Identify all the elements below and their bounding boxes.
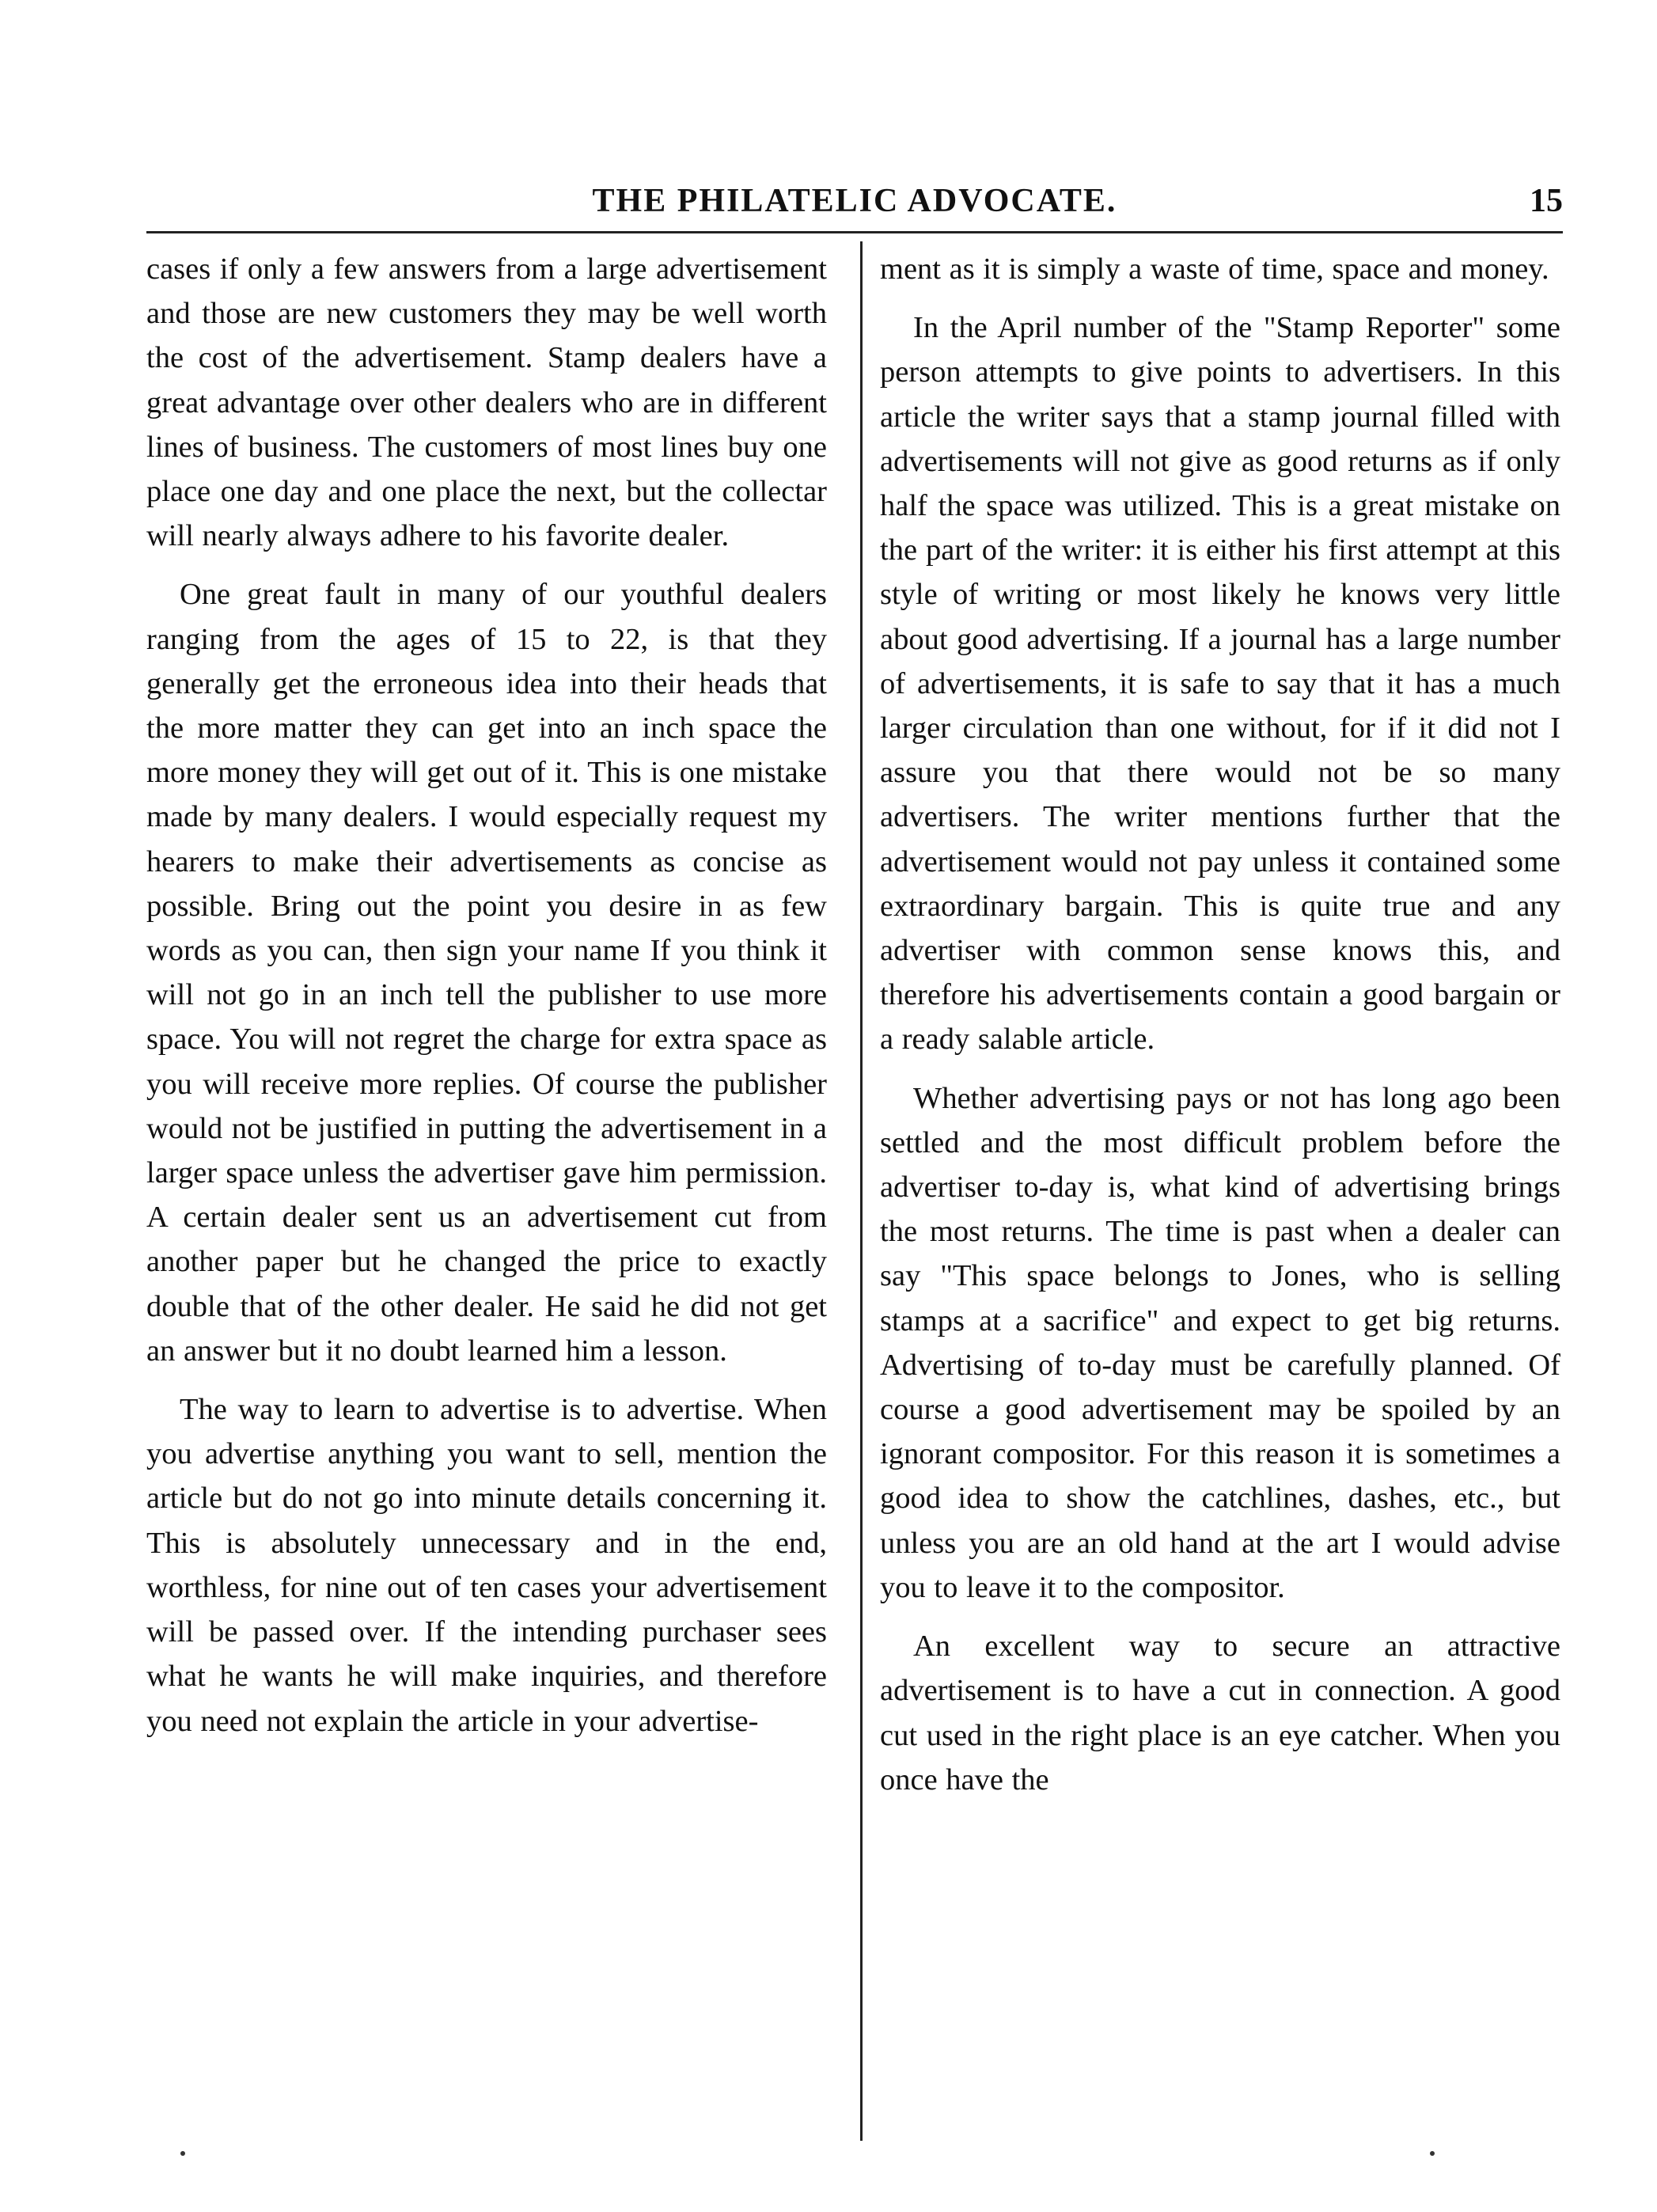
left-column [146, 247, 827, 1758]
running-head [146, 177, 1563, 225]
article-paragraph: An excellent way to secure an attractive advertisement is to have a cut in connection. A good cut used in the right place is an eye catcher. When you once have the [880, 1630, 1560, 1797]
print-speck [1430, 2151, 1435, 2156]
publication-title: THE PHILATELIC ADVOCATE. [592, 183, 1117, 219]
article-paragraph: ment as it is simply a waste of time, space and money. [880, 252, 1549, 286]
article-paragraph: In the April number of the "Stamp Reporter" some person attempts to give points to advertisers. In this article the writer says that a stamp journal filled with advertisements will not give as good returns as if only half the space was utilized. This is a great mistake on the part of the writer: it is either his first attempt at this style of writing or most likely he knows very little about good advertising. If a journal has a large number of advertisements, it is safe to say that it has a much larger circulation than one without, for if it did not I assure you that there would not be so many advertisers. The writer mentions further that the advertisement would not pay unless it contained some extraordinary bargain. This is quite true and any advertiser with common sense knows this, and therefore his advertisements contain a good bargain or a ready salable article. [880, 311, 1560, 1057]
print-speck [180, 2151, 185, 2156]
page-number: 15 [1530, 183, 1563, 219]
article-paragraph: Whether advertising pays or not has long ago been settled and the most difficult problem before the advertiser to-day is, what kind of advertising brings the most returns. The time is past when a dealer can say "This space belongs to Jones, who is selling stamps at a sacrifice" and expect to get big returns. Advertising of to-day must be carefully planned. Of course a good advertisement may be spoiled by an ignorant compositor. For this reason it is sometimes a good idea to show the catchlines, dashes, etc., but unless you are an old hand at the art I would advise you to leave it to the compositor. [880, 1081, 1560, 1604]
article-paragraph: The way to learn to advertise is to advertise. When you advertise anything you want to sell, mention the article but do not go into minute details concerning it. This is absolutely unnecessary and in the end, worthless, for nine out of ten cases your advertisement will be passed over. If the intending purchaser sees what he wants he will make inquiries, and therefore you need not explain the article in your advertise- [146, 1393, 827, 1738]
column-divider [860, 241, 863, 2141]
right-column [880, 247, 1560, 1816]
header-rule [146, 231, 1563, 233]
article-paragraph: One great fault in many of our youthful dealers ranging from the ages of 15 to 22, is that they generally get the erroneous idea into their heads that the more matter they can get into an inch space the more money they will get out of it. This is one mistake made by many dealers. I would especially request my hearers to make their advertisements as concise as possible. Bring out the point you desire in as few words as you can, then sign your name If you think it will not go in an inch tell the publisher to use more space. You will not regret the charge for extra space as you will receive more replies. Of course the publisher would not be justified in putting the advertisement in a larger space unless the advertiser gave him permission. A certain dealer sent us an advertisement cut from another paper but he changed the price to exactly double that of the other dealer. He said he did not get an answer but it no doubt learned him a lesson. [146, 578, 827, 1368]
article-paragraph: cases if only a few answers from a large advertisement and those are new customers they may be well worth the cost of the advertisement. Stamp dealers have a great advantage over other dealers who are in different lines of business. The customers of most lines buy one place one day and one place the next, but the collectar will nearly always adhere to his favorite dealer. [146, 252, 827, 553]
